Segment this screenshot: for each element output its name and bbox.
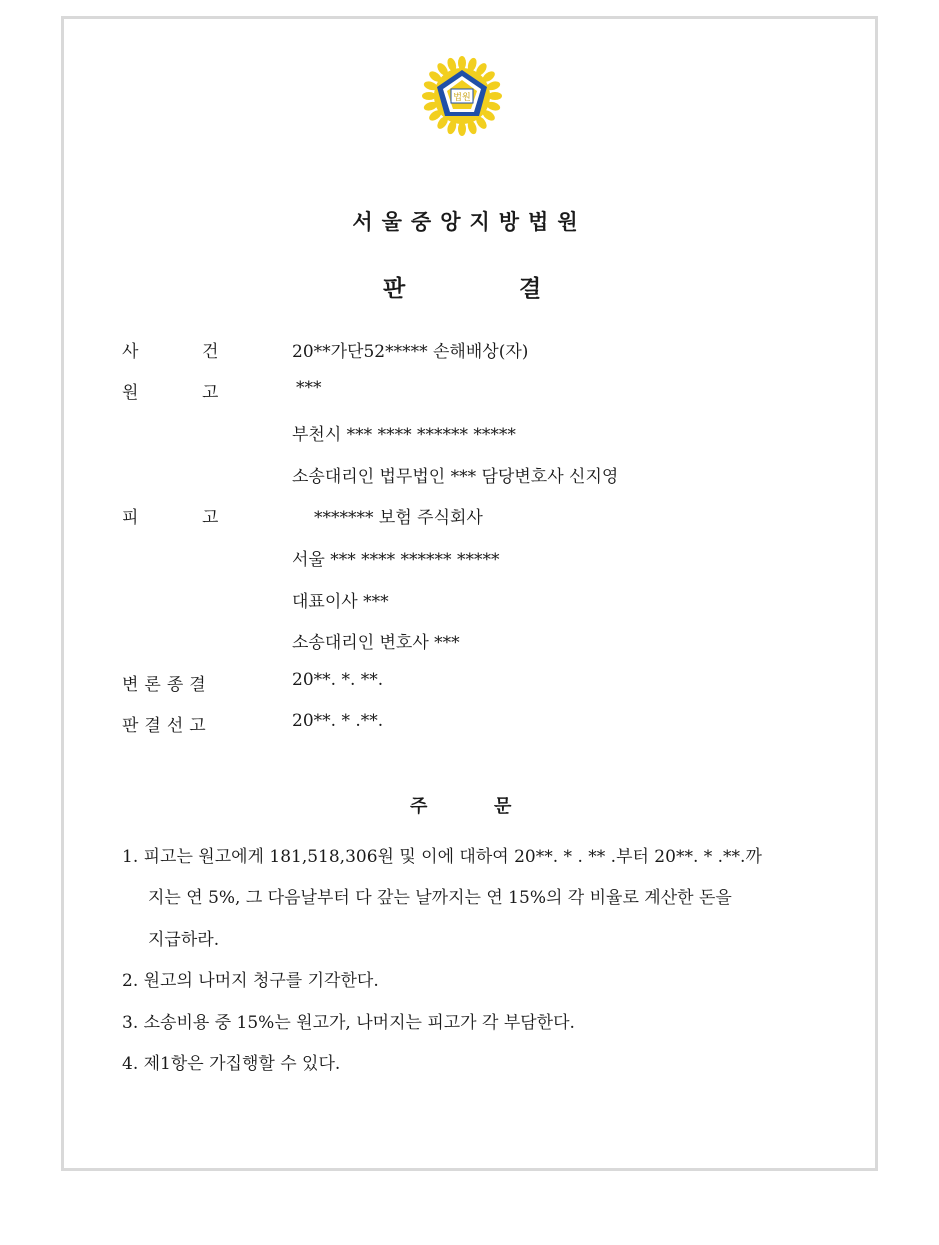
title-char-1: 판 [383, 275, 406, 302]
judgment-date: 20**. * .**. [292, 711, 384, 731]
emblem-petal [458, 56, 466, 70]
defendant-representative: 대표이사 *** [292, 592, 389, 612]
judgment-date-label: 판결선고 [122, 716, 212, 736]
defendant-name: ******* 보험 주식회사 [314, 508, 483, 528]
defendant-address: 서울 *** **** ****** ***** [292, 550, 500, 570]
court-name: 서울중앙지방법원 [352, 209, 587, 234]
order-item-1-line-1: 1. 피고는 원고에게 181,518,306원 및 이에 대하여 20**. * . ** .부터 20**. * .**.까 [122, 847, 762, 867]
plaintiff-name: *** [296, 378, 322, 398]
order-item-2: 2. 원고의 나머지 청구를 기각한다. [122, 971, 379, 991]
document-frame [61, 16, 878, 1171]
order-heading: 주 문 [410, 796, 512, 817]
order-item-4: 4. 제1항은 가집행할 수 있다. [122, 1054, 341, 1074]
emblem-petal [488, 92, 502, 100]
order-item-3: 3. 소송비용 중 15%는 원고가, 나머지는 피고가 각 부담한다. [122, 1013, 575, 1033]
plaintiff-address: 부천시 *** **** ****** ***** [292, 425, 516, 445]
emblem-text: 법원 [453, 93, 471, 103]
defendant-counsel: 소송대리인 변호사 *** [292, 633, 460, 653]
order-item-1-line-2: 지는 연 5%, 그 다음날부터 다 갚는 날까지는 연 15%의 각 비율로 계산한 돈을 [148, 888, 732, 908]
document-title [383, 270, 543, 302]
case-number: 20**가단52***** 손해배상(자) [292, 342, 529, 362]
plaintiff-counsel: 소송대리인 법무법인 *** 담당변호사 신지영 [292, 467, 619, 487]
closing-argument-label: 변론종결 [122, 675, 212, 695]
title-char-2: 결 [519, 275, 542, 302]
order-item-1-line-3: 지급하라. [148, 930, 220, 950]
closing-argument-date: 20**. *. **. [292, 670, 384, 690]
emblem-petal [422, 92, 436, 100]
court-emblem-icon [421, 56, 503, 138]
emblem-petal [458, 122, 466, 136]
